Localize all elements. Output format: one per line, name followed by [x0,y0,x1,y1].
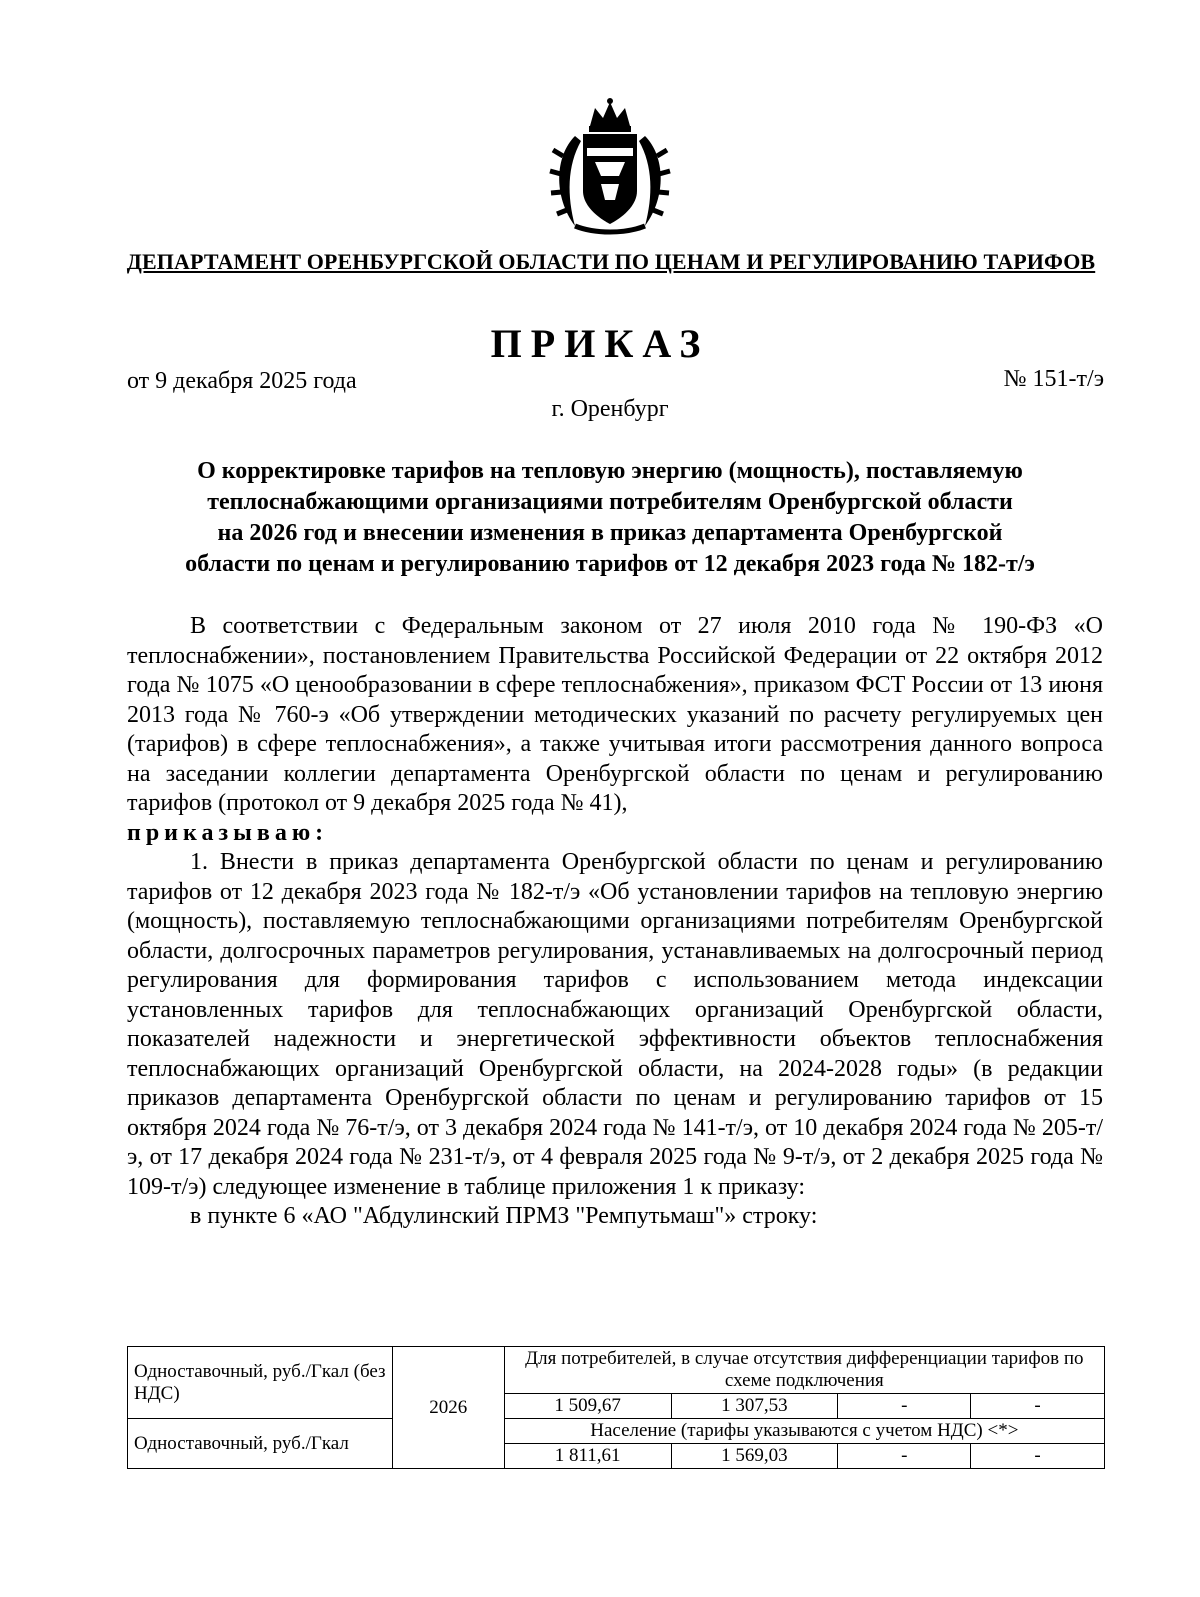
year-cell: 2026 [392,1347,504,1469]
decree-word: приказываю: [127,819,329,846]
document-type-title: ПРИКАЗ [490,321,710,366]
subject-line: О корректировке тарифов на тепловую энергию (мощность), поставляемую [197,458,1023,484]
consumer-header: Для потребителей, в случае отсутствия дифференциации тарифов по схеме подключения [504,1347,1104,1394]
preamble-paragraph: В соответствии с Федеральным законом от 27 июля 2010 года № 190-ФЗ «О теплоснабжении», постановлением Правительства Российской Федерации от 22 октября 2012 года № 1075 «О ценообразовании в сфере теплоснабжения», приказом ФСТ России от 13 июня 2013 года № 760-э «Об утверждении методических указаний по расчету регулируемых цен (тарифов) в сфере теплоснабжения», а также учитывая итоги рассмотрения данного вопроса на заседании коллегии департамента Оренбургской области по ценам и регулированию тарифов (протокол от 9 декабря 2025 года № 41), [127,613,1103,816]
value-cell: 1 509,67 [504,1394,671,1419]
row-intro: в пункте 6 «АО "Абдулинский ПРМЗ "Ремпутьмаш"» строку: [190,1203,818,1229]
subject-line: области по ценам и регулированию тарифов от 12 декабря 2023 года № 182-т/э [185,551,1035,577]
value-cell: - [838,1394,971,1419]
order-body [127,612,1103,1232]
order-subject [120,456,1100,580]
value-cell: - [971,1394,1105,1419]
value-cell: 1 307,53 [671,1394,838,1419]
coat-of-arms-icon [545,96,675,236]
order-date: от 9 декабря 2025 года [127,368,357,394]
tariff-table [127,1346,1105,1469]
rate-label: Одноставочный, руб./Гкал (без НДС) [128,1347,393,1419]
order-city: г. Оренбург [551,396,669,422]
department-name: ДЕПАРТАМЕНТ ОРЕНБУРГСКОЙ ОБЛАСТИ ПО ЦЕНАМ И РЕГУЛИРОВАНИЮ ТАРИФОВ [126,249,1096,274]
subject-line: теплоснабжающими организациями потребителям Оренбургской области [207,489,1013,515]
population-header: Население (тарифы указываются с учетом НДС) <*> [504,1419,1104,1444]
value-cell: - [971,1444,1105,1469]
order-number: № 151-т/э [1003,366,1104,392]
table-row [128,1347,1105,1394]
subject-line: на 2026 год и внесении изменения в приказ департамента Оренбургской [217,520,1003,546]
value-cell: - [838,1444,971,1469]
value-cell: 1 811,61 [504,1444,671,1469]
table-row [128,1419,1105,1444]
rate-label: Одноставочный, руб./Гкал [128,1419,393,1469]
item-1-paragraph: 1. Внести в приказ департамента Оренбургской области по ценам и регулированию тарифов от 12 декабря 2023 года № 182-т/э «Об установлении тарифов на тепловую энергию (мощность), поставляемую теплоснабжающими организациями потребителям Оренбургской области, долгосрочных параметров регулирования, устанавливаемых на долгосрочный период регулирования для формирования тарифов с использованием метода индексации установленных тарифов для теплоснабжающих организаций Оренбургской области, показателей надежности и энергетической эффективности объектов теплоснабжения теплоснабжающих организаций Оренбургской области, на 2024-2028 годы» (в редакции приказов департамента Оренбургской области по ценам и регулированию тарифов от 15 октября 2024 года № 76-т/э, от 3 декабря 2024 года № 141-т/э, от 10 декабря 2024 года № 205-т/э, от 17 декабря 2024 года № 231-т/э, от 4 февраля 2025 года № 9-т/э, от 2 декабря 2025 года № 109-т/э) следующее изменение в таблице приложения 1 к приказу: [127,849,1103,1200]
value-cell: 1 569,03 [671,1444,838,1469]
